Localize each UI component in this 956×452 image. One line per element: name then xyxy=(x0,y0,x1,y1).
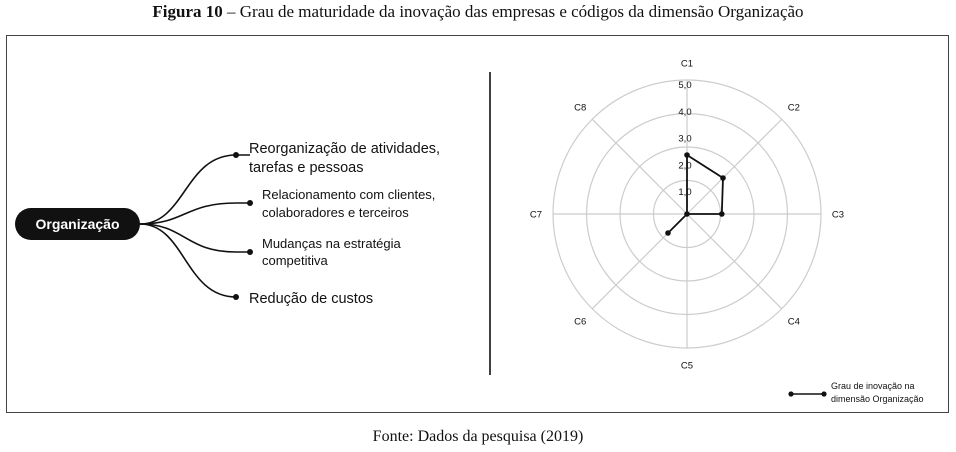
data-point-c3 xyxy=(719,211,725,217)
radar-spoke-c4 xyxy=(687,214,782,309)
data-point-c6 xyxy=(665,230,671,236)
branch-dot-4 xyxy=(233,294,239,300)
legend-marker-left xyxy=(788,391,793,396)
chart-legend xyxy=(788,381,923,404)
branch-dot-1 xyxy=(233,152,239,158)
branch-1-line-2: tarefas e pessoas xyxy=(249,160,364,176)
axis-label-c5: C5 xyxy=(680,360,694,372)
axis-label-c1: C1 xyxy=(680,58,694,70)
data-point-c2 xyxy=(720,175,726,181)
data-point-c4 xyxy=(684,211,690,217)
branch-dot-3 xyxy=(247,249,253,255)
axis-label-c6: C6 xyxy=(574,316,587,328)
axis-label-c2: C2 xyxy=(787,102,800,114)
radial-tick-label: 3,0 xyxy=(678,133,692,145)
radar-chart xyxy=(530,59,844,372)
data-point-c1 xyxy=(684,152,690,158)
radial-tick-label: 4,0 xyxy=(678,106,692,118)
figure-source: Fonte: Dados da pesquisa (2019) xyxy=(372,428,584,445)
connector-4 xyxy=(140,224,236,297)
caption-text: – Grau de maturidade da inovação das empresas e códigos da dimensão Organização xyxy=(222,2,804,21)
branch-4-line-1: Redução de custos xyxy=(249,291,374,307)
caption-label: Figura 10 xyxy=(152,2,223,21)
radar-spoke-c8 xyxy=(592,119,687,214)
legend-label-line-2: dimensão Organização xyxy=(831,394,924,404)
axis-label-c4: C4 xyxy=(787,316,800,328)
axis-label-c8: C8 xyxy=(574,102,587,114)
branch-2-line-2: colaboradores e terceiros xyxy=(262,205,409,220)
mindmap-root-label: Organização xyxy=(35,216,120,232)
series-segment-c6 xyxy=(668,214,687,233)
radial-tick-label: 1,0 xyxy=(678,187,692,199)
legend-label-line-1: Grau de inovação na xyxy=(831,381,915,391)
branch-3-line-1: Mudanças na estratégia xyxy=(262,236,401,251)
axis-label-c7: C7 xyxy=(529,209,543,221)
radial-tick-label: 5,0 xyxy=(678,80,692,91)
series-polygon xyxy=(687,155,723,214)
axis-label-c3: C3 xyxy=(831,209,845,221)
radar-spoke-c2 xyxy=(687,119,782,214)
legend-marker-right xyxy=(821,391,826,396)
branch-3-line-2: competitiva xyxy=(262,253,328,268)
branch-1-line-1: Reorganização de atividades, xyxy=(249,141,441,157)
mindmap-connectors xyxy=(140,155,250,297)
connector-1 xyxy=(140,155,250,224)
branch-2-line-1: Relacionamento com clientes, xyxy=(262,187,436,202)
branch-dot-2 xyxy=(247,200,253,206)
radial-tick-label: 2,0 xyxy=(678,160,692,172)
